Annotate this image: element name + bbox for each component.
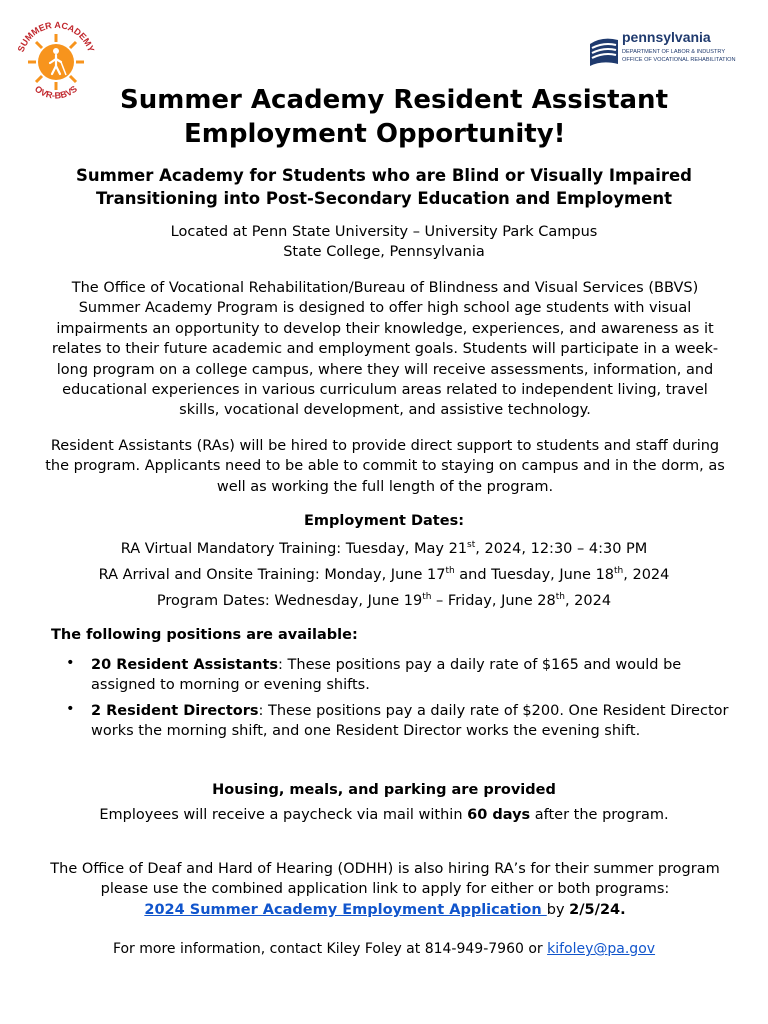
bullet-icon: • — [66, 655, 75, 671]
logo-bottom-text: OVR-BBVS — [32, 83, 80, 101]
location-line-1: Located at Penn State University – University Park Campus — [170, 224, 598, 240]
summer-academy-logo — [12, 16, 100, 104]
ra-description: Resident Assistants (RAs) will be hired to provide direct support to students and staff during the program. Applicants need to be able to commit to staying on campus and in the dorm, as well as working the full length of the program. — [45, 438, 725, 495]
title-line-1: Summer Academy Resident Assistant — [120, 85, 668, 115]
title-line-2: Employment Opportunity! — [184, 119, 566, 149]
position-item: 2 Resident Directors: These positions pay a daily rate of $200. One Resident Director works the morning shift, and one Resident Director works the evening shift. — [91, 703, 729, 739]
program-description: The Office of Vocational Rehabilitation/Bureau of Blindness and Visual Services (BBVS) Summer Academy Program is designed to offer high school age students with visual impairments an opportunity to develop their knowledge, experiences, and awareness as it relates to their future academic and employment goals. Students will participate in a week-long program on a college campus, where they will receive assessments, information, and educational experiences in various curriculum areas related to independent living, travel skills, vocational development, and assistive technology. — [51, 280, 719, 419]
subtitle — [40, 164, 728, 210]
odhh-note: The Office of Deaf and Hard of Hearing (ODHH) is also hiring RA’s for their summer program please use the combined application link to apply for either or both programs: 2024 Summer Academy Employment Application by 2/5/24. — [50, 861, 720, 918]
application-link[interactable]: 2024 Summer Academy Employment Application — [144, 901, 547, 918]
positions-heading: The following positions are available: — [51, 627, 358, 643]
logo-top-text: SUMMER ACADEMY — [15, 19, 97, 54]
pa-wordmark: pennsylvania — [622, 29, 711, 45]
bullet-icon: • — [66, 701, 75, 717]
sun-walker-icon — [12, 16, 100, 104]
date-virtual-training: RA Virtual Mandatory Training: Tuesday, May 21st, 2024, 12:30 – 4:30 PM — [120, 540, 648, 557]
pa-dept-line1: DEPARTMENT OF LABOR & INDUSTRY — [622, 49, 726, 55]
pennsylvania-logo — [588, 26, 748, 70]
paycheck-note: Employees will receive a paycheck via mail within 60 days after the program. — [99, 807, 669, 823]
pa-dept-line2: OFFICE OF VOCATIONAL REHABILITATION — [622, 57, 736, 63]
email-link[interactable]: kifoley@pa.gov — [547, 941, 656, 957]
date-program: Program Dates: Wednesday, June 19th – Friday, June 28th, 2024 — [156, 592, 612, 609]
subtitle-line-2: Transitioning into Post-Secondary Education and Employment — [96, 189, 672, 208]
contact-info: For more information, contact Kiley Foley at 814-949-7960 or kifoley@pa.gov — [112, 941, 656, 957]
subtitle-line-1: Summer Academy for Students who are Blind or Visually Impaired — [76, 166, 692, 185]
pa-keystone-icon — [588, 26, 748, 70]
employment-dates-heading: Employment Dates: — [303, 513, 465, 529]
date-onsite-training: RA Arrival and Onsite Training: Monday, June 17th and Tuesday, June 18th, 2024 — [98, 566, 670, 583]
location — [0, 222, 768, 262]
position-item: 20 Resident Assistants: These positions pay a daily rate of $165 and would be assigned to morning or evening shifts. — [91, 657, 682, 693]
housing-note: Housing, meals, and parking are provided — [212, 782, 556, 798]
location-line-2: State College, Pennsylvania — [283, 244, 485, 260]
